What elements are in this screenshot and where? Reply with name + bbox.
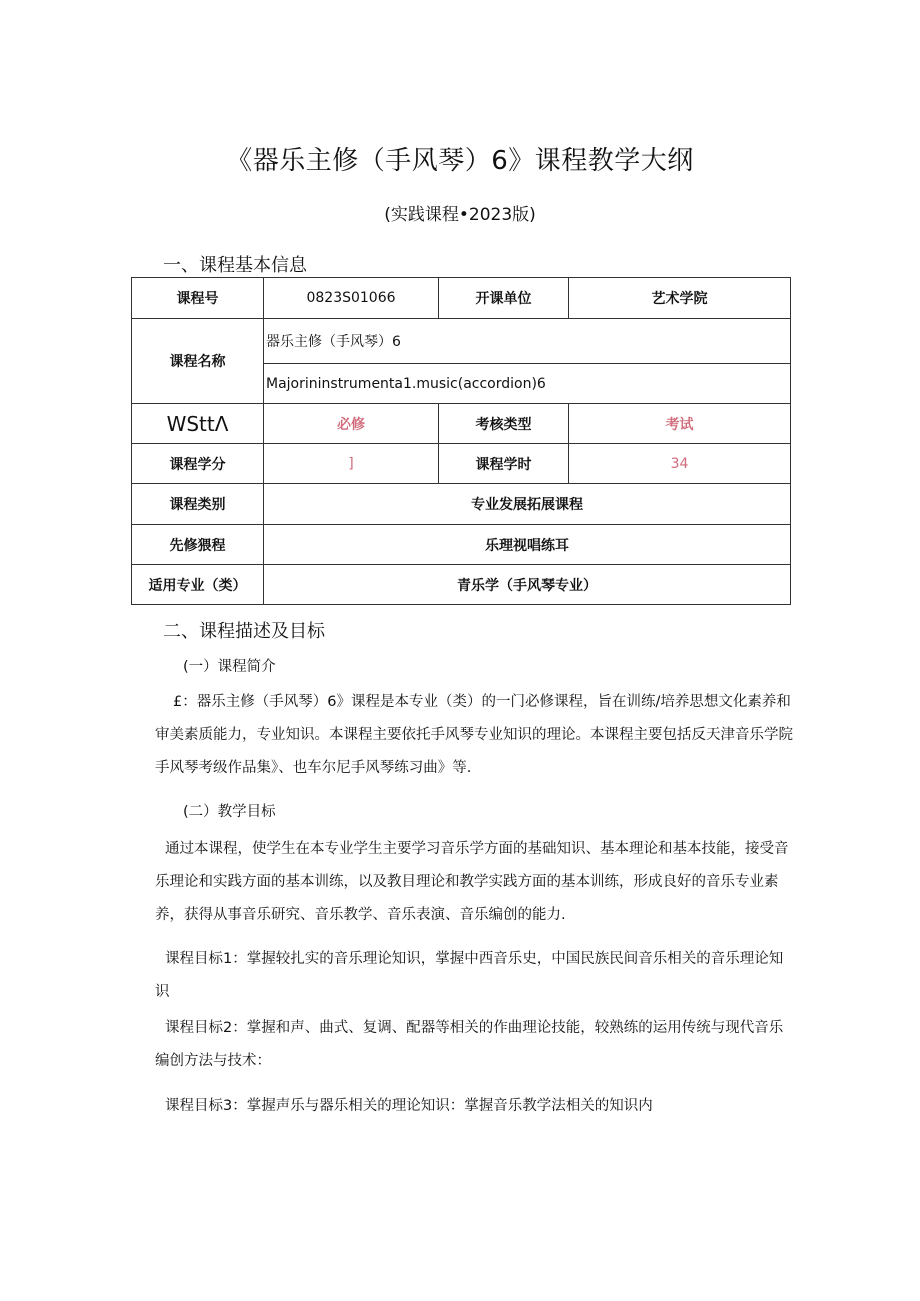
assessment-label: 考核类型: [439, 404, 569, 444]
subheading-intro: (一）课程简介: [183, 659, 276, 675]
table-row: [132, 444, 791, 484]
table-row: [132, 278, 791, 319]
prerequisite-value: 乐理视唱练耳: [264, 525, 791, 565]
course-nature-value: 必修: [264, 404, 439, 444]
course-no-label: 课程号: [132, 278, 264, 319]
course-name-en: Majorininstrumenta1.music(accordion)6: [264, 364, 791, 404]
paragraph-intro: £：器乐主修（手风琴）6》课程是本专业（类）的一门必修课程，旨在训练/培养思想文化素养和审美素质能力，专业知识。本课程主要依托手风琴专业知识的理论。本课程主要包括反天津音乐学院手风琴考级作品集》、也车尔尼手风琴练习曲》等.: [155, 694, 793, 776]
major-value: 青乐学（手风琴专业）: [264, 565, 791, 605]
dept-value: 艺术学院: [569, 278, 791, 319]
course-info-table: [131, 277, 791, 605]
credit-value: ]: [264, 444, 439, 484]
table-row: [132, 565, 791, 605]
course-name-label: 课程名称: [132, 319, 264, 404]
category-label: 课程类别: [132, 484, 264, 525]
major-label: 适用专业（类）: [132, 565, 264, 605]
course-name-cn: 器乐主修（手风琴）6: [264, 319, 791, 364]
category-value: 专业发展拓展课程: [264, 484, 791, 525]
section-heading-basic-info: 一、课程基本信息: [163, 255, 307, 276]
subheading-objectives: (二）教学目标: [183, 804, 276, 820]
table-row: [132, 404, 791, 444]
paragraph-objectives: 通过本课程，使学生在本专业学生主要学习音乐学方面的基础知识、基本理论和基本技能，接受音乐理论和实践方面的基本训练，以及教目理论和教学实践方面的基本训练，形成良好的音乐专业素养，获得从事音乐研究、音乐教学、音乐表演、音乐编创的能力.: [155, 841, 789, 923]
prerequisite-label: 先修猥程: [132, 525, 264, 565]
paragraph-goal-3: 课程目标3：掌握声乐与器乐相关的理论知识：掌握音乐教学法相关的知识内: [165, 1098, 653, 1114]
table-row: [132, 525, 791, 565]
paragraph-goal-2: 课程目标2：掌握和声、曲式、复调、配器等相关的作曲理论技能，较熟练的运用传统与现代音乐编创方法与技术：: [155, 1020, 784, 1069]
table-row: [132, 319, 791, 364]
table-row: [132, 484, 791, 525]
hours-value: 34: [569, 444, 791, 484]
assessment-value: 考试: [569, 404, 791, 444]
section-heading-description: 二、课程描述及目标: [163, 621, 325, 642]
course-nature-label: WSttΛ: [132, 404, 264, 444]
hours-label: 课程学时: [439, 444, 569, 484]
paragraph-goal-1: 课程目标1：掌握较扎实的音乐理论知识，掌握中西音乐史，中国民族民间音乐相关的音乐理论知识: [155, 951, 784, 1000]
credit-label: 课程学分: [132, 444, 264, 484]
dept-label: 开课单位: [439, 278, 569, 319]
course-no-value: 0823S01066: [264, 278, 439, 319]
document-title: 《器乐主修（手风琴）6》课程教学大纲: [226, 146, 694, 176]
document-subtitle: (实践课程•2023版): [384, 205, 536, 225]
